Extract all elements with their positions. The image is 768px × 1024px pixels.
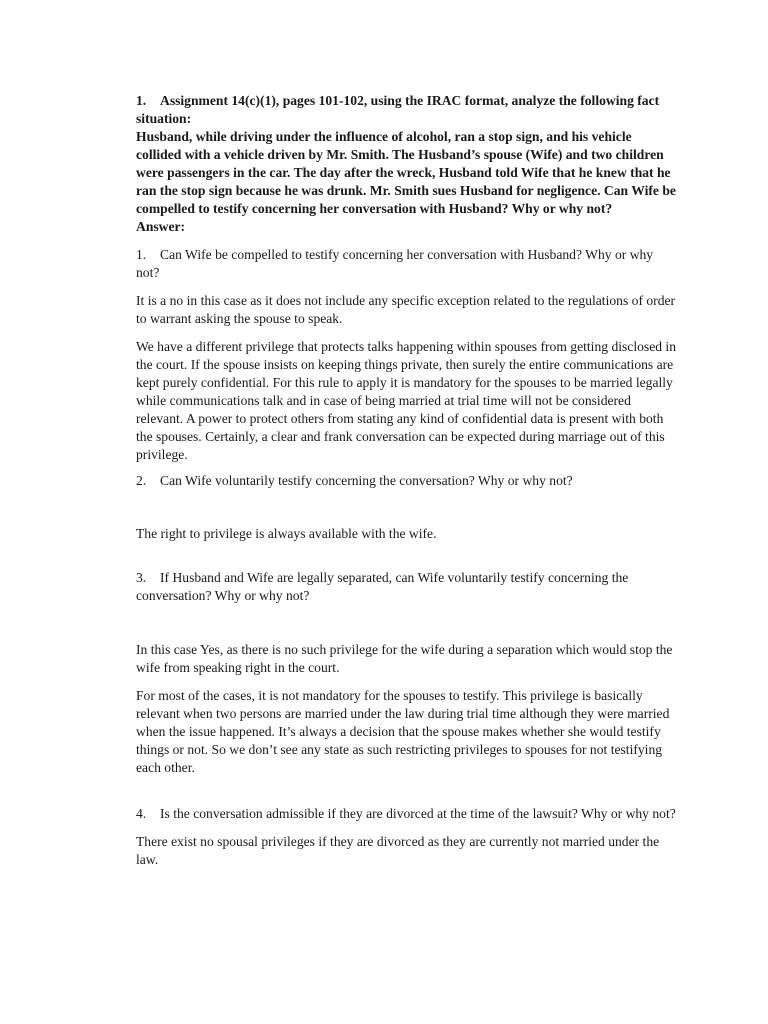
- question-1-text: Can Wife be compelled to testify concerning her conversation with Husband? Why or why not?: [136, 247, 654, 280]
- question-4-number: 4.: [136, 806, 147, 821]
- answer-2-paragraph-1: The right to privilege is always available with the wife.: [136, 526, 437, 541]
- question-1-number: 1.: [136, 247, 147, 262]
- answer-label: Answer:: [136, 219, 186, 234]
- fact-situation: Husband, while driving under the influence of alcohol, ran a stop sign, and his vehicle collided with a vehicle driven by Mr. Smith. The Husband’s spouse (Wife) and two children were passengers in the car. The day after the wreck, Husband told Wife that he knew that he ran the stop sign because he was drunk. Mr. Smith sues Husband for negligence. Can Wife be compelled to testify concerning her conversation with Husband? Why or why not?: [136, 129, 676, 216]
- question-1: [136, 246, 676, 282]
- answer-4-paragraph-1: There exist no spousal privileges if they are divorced as they are currently not married under the law.: [136, 834, 660, 867]
- question-3-number: 3.: [136, 570, 147, 585]
- assignment-title: Assignment 14(c)(1), pages 101-102, using the IRAC format, analyze the following fact situation:: [136, 93, 660, 126]
- question-2-number: 2.: [136, 473, 147, 488]
- answer-1-paragraph-2: We have a different privilege that protects talks happening within spouses from getting disclosed in the court. If the spouse insists on keeping things private, then surely the entire communications are kept purely confidential. For this rule to apply it is mandatory for the spouses to be married legally while communications talk and in case of being married at trial time will not be considered relevant. A power to protect others from stating any kind of confidential data is present with both the spouses. Certainly, a clear and frank conversation can be expected during marriage out of this privilege.: [136, 339, 677, 462]
- question-4-text: Is the conversation admissible if they are divorced at the time of the lawsuit? Why or why not?: [160, 806, 676, 821]
- question-2-text: Can Wife voluntarily testify concerning the conversation? Why or why not?: [160, 473, 573, 488]
- document-page: [136, 92, 676, 876]
- question-2: [136, 472, 676, 490]
- answer-3-paragraph-2: For most of the cases, it is not mandatory for the spouses to testify. This privilege is basically relevant when two persons are married under the law during trial time although they were married when the issue happened. It’s always a decision that the spouse makes whether she would testify things or not. So we don’t see any state as such restricting privileges to spouses for not testifying each other.: [136, 688, 670, 775]
- assignment-number: 1.: [136, 93, 147, 108]
- question-3: [136, 569, 676, 605]
- answer-3-paragraph-1: In this case Yes, as there is no such privilege for the wife during a separation which would stop the wife from speaking right in the court.: [136, 642, 673, 675]
- assignment-header: [136, 92, 676, 236]
- question-3-text: If Husband and Wife are legally separated, can Wife voluntarily testify concerning the conversation? Why or why not?: [136, 570, 629, 603]
- question-4: [136, 805, 676, 823]
- assignment-title-line: [136, 92, 676, 128]
- answer-1-paragraph-1: It is a no in this case as it does not include any specific exception related to the regulations of order to warrant asking the spouse to speak.: [136, 293, 676, 326]
